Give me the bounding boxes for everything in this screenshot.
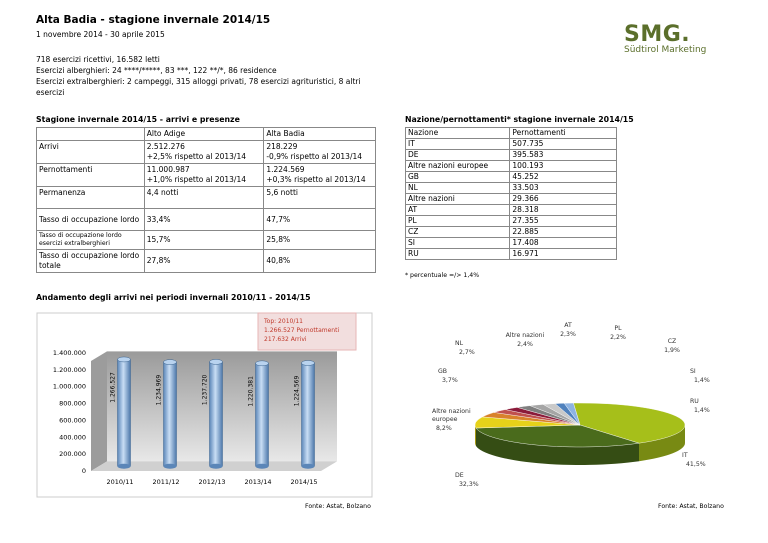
pie-chart-source: Fonte: Astat, Bolzano	[658, 503, 724, 510]
row-label: Arrivi	[37, 141, 145, 164]
table-row	[406, 172, 617, 183]
intro-text	[36, 54, 376, 98]
y-tick-label: 400.000	[59, 433, 86, 442]
pie-label-name: NL	[455, 340, 464, 347]
x-tick-label: 2010/11	[106, 478, 134, 486]
bar	[118, 359, 131, 466]
y-tick-label: 800.000	[59, 399, 86, 408]
pie-label-pct: 32,3%	[459, 481, 479, 488]
bar-top	[118, 357, 131, 362]
table-cell	[37, 128, 145, 141]
table-cell: 47,7%	[264, 209, 376, 231]
pie-label	[432, 408, 471, 432]
bar-top	[164, 360, 177, 365]
table-cell: AT	[406, 205, 510, 216]
page-title: Alta Badia - stagione invernale 2014/15	[36, 14, 271, 26]
table-cell: 29.366	[510, 194, 617, 205]
row-label: Tasso di occupazione lordo esercizi extralberghieri	[37, 231, 145, 250]
nation-footnote: * percentuale =/> 1,4%	[405, 272, 480, 279]
pie-label-pct: 3,7%	[442, 377, 458, 384]
table-cell: 28.318	[510, 205, 617, 216]
table-cell: 27.355	[510, 216, 617, 227]
table-cell: 507.735	[510, 139, 617, 150]
top-box-line: Top: 2010/11	[264, 318, 303, 325]
table-cell: 15,7%	[144, 231, 264, 250]
table-cell: Altre nazioni europee	[406, 161, 510, 172]
table-row	[406, 249, 617, 260]
table-cell: DE	[406, 150, 510, 161]
pie-label-pct: 2,2%	[610, 334, 626, 341]
nation-table	[405, 127, 617, 260]
y-tick-label: 200.000	[59, 450, 86, 459]
bar-chart-source: Fonte: Astat, Bolzano	[305, 503, 371, 510]
table-cell: 218.229 -0,9% rispetto al 2013/14	[264, 141, 376, 164]
chart-title: Andamento degli arrivi nei periodi invernali 2010/11 - 2014/15	[36, 293, 311, 302]
table-row	[37, 164, 376, 187]
row-label: Tasso di occupazione lordo	[37, 209, 145, 231]
table-cell: 16.971	[510, 249, 617, 260]
table-cell: GB	[406, 172, 510, 183]
bar	[256, 363, 269, 466]
pie-label	[455, 340, 475, 356]
pie-label	[664, 338, 680, 354]
table-header: Nazione	[406, 128, 510, 139]
table-row	[406, 139, 617, 150]
intro-line: Esercizi alberghieri: 24 ****/*****, 83 ***, 122 **/*, 86 residence	[36, 66, 277, 75]
chart-side-wall	[91, 351, 107, 471]
bar-value-label: 1.266.527	[109, 372, 117, 403]
pie-label	[455, 472, 479, 488]
row-label: Tasso di occupazione lordo totale	[37, 250, 145, 273]
table-cell: 4,4 notti	[144, 187, 264, 209]
table-cell: 33,4%	[144, 209, 264, 231]
pie-label-name: IT	[682, 452, 688, 459]
bar-base	[210, 464, 223, 469]
pie-label	[682, 452, 706, 468]
table-cell: 395.583	[510, 150, 617, 161]
pie-label-pct: 41,5%	[686, 461, 706, 468]
table-row	[406, 227, 617, 238]
pie-label-pct: 1,4%	[694, 377, 710, 384]
table-cell: 100.193	[510, 161, 617, 172]
pie-label-pct: 1,4%	[694, 407, 710, 414]
table-cell: PL	[406, 216, 510, 227]
x-tick-label: 2011/12	[152, 478, 180, 486]
pie-label-name: GB	[438, 368, 448, 375]
nations-pie-chart	[400, 305, 735, 510]
logo-name: SMG.	[624, 22, 691, 47]
table-header: Alto Adige	[144, 128, 264, 141]
x-tick-label: 2014/15	[290, 478, 318, 486]
table-cell: 11.000.987 +1,0% rispetto al 2013/14	[144, 164, 264, 187]
table-cell: 33.503	[510, 183, 617, 194]
bar-base	[256, 464, 269, 469]
table-cell: 40,8%	[264, 250, 376, 273]
arrivals-bar-chart	[36, 305, 386, 510]
table-cell: CZ	[406, 227, 510, 238]
bar	[302, 363, 315, 466]
pie-label	[690, 398, 710, 414]
bar	[210, 362, 223, 466]
table-row	[37, 209, 376, 231]
pie-label	[690, 368, 710, 384]
table-cell: 1.224.569 +0,3% rispetto al 2013/14	[264, 164, 376, 187]
bar-value-label: 1.234.969	[155, 374, 163, 406]
page-subtitle: 1 novembre 2014 - 30 aprile 2015	[36, 30, 165, 39]
bar-base	[302, 464, 315, 469]
y-tick-label: 0	[81, 467, 86, 475]
table-row	[406, 183, 617, 194]
table-cell: 25,8%	[264, 231, 376, 250]
pie-label-name: PL	[614, 325, 622, 332]
table-cell: NL	[406, 183, 510, 194]
intro-line: 718 esercizi ricettivi, 16.582 letti	[36, 55, 160, 64]
table-cell: 5,6 notti	[264, 187, 376, 209]
table-row	[37, 250, 376, 273]
table-row	[406, 128, 617, 139]
y-tick-label: 1.400.000	[52, 349, 86, 357]
bar	[164, 362, 177, 466]
y-tick-label: 600.000	[59, 416, 86, 425]
row-label: Permanenza	[37, 187, 145, 209]
pie-label	[506, 332, 545, 348]
bar-value-label: 1.220.381	[247, 376, 255, 407]
bar-top	[302, 360, 315, 365]
table-cell: RU	[406, 249, 510, 260]
bar-base	[164, 464, 177, 469]
season-table	[36, 127, 376, 273]
table-cell: 2.512.276 +2,5% rispetto al 2013/14	[144, 141, 264, 164]
bar-value-label: 1.237.720	[201, 374, 209, 406]
pie-label-pct: 2,7%	[459, 349, 475, 356]
pie-label-name: Altre nazioni	[432, 408, 471, 415]
smg-logo	[624, 22, 724, 55]
logo-tagline: Südtirol Marketing	[624, 45, 707, 55]
pie-label-pct: 2,4%	[517, 341, 533, 348]
y-tick-label: 1.200.000	[52, 365, 86, 374]
nation-table-title: Nazione/pernottamenti* stagione invernale 2014/15	[405, 115, 634, 124]
table-row	[37, 141, 376, 164]
table-header: Pernottamenti	[510, 128, 617, 139]
pie-label-name: europee	[432, 416, 458, 423]
table-row	[37, 231, 376, 250]
pie-label-pct: 2,3%	[560, 331, 576, 338]
table-row	[406, 194, 617, 205]
pie-label-name: DE	[455, 472, 464, 479]
table-cell: Altre nazioni	[406, 194, 510, 205]
table-row	[406, 238, 617, 249]
table-cell: 45.252	[510, 172, 617, 183]
bar-top	[256, 361, 269, 366]
table-cell: IT	[406, 139, 510, 150]
pie-label	[438, 368, 458, 384]
pie-label	[560, 322, 576, 338]
table-cell: 17.408	[510, 238, 617, 249]
top-box-line: 1.266.527 Pernottamenti	[264, 327, 340, 334]
x-tick-label: 2012/13	[198, 478, 226, 486]
y-tick-label: 1.000.000	[52, 382, 86, 391]
x-tick-label: 2013/14	[244, 478, 272, 486]
bar-top	[210, 359, 223, 364]
pie-label-pct: 1,9%	[664, 347, 680, 354]
table-cell: 22.885	[510, 227, 617, 238]
table-row	[37, 128, 376, 141]
table-row	[406, 150, 617, 161]
pie-label	[610, 325, 626, 341]
table-row	[37, 187, 376, 209]
bar-value-label: 1.224.569	[293, 375, 301, 407]
pie-label-name: RU	[690, 398, 699, 405]
pie-label-name: Altre nazioni	[505, 332, 545, 339]
pie-label-name: AT	[564, 322, 572, 329]
bar-base	[118, 464, 131, 469]
table-row	[406, 205, 617, 216]
table-cell: SI	[406, 238, 510, 249]
top-annotation	[258, 313, 356, 350]
table-row	[406, 161, 617, 172]
pie-label-name: SI	[690, 368, 696, 375]
table-cell: 27,8%	[144, 250, 264, 273]
row-label: Pernottamenti	[37, 164, 145, 187]
intro-line: Esercizi extralberghieri: 2 campeggi, 315 alloggi privati, 78 esercizi agrituristici, 8 altri esercizi	[36, 77, 361, 97]
table-row	[406, 216, 617, 227]
table-header: Alta Badia	[264, 128, 376, 141]
top-box-line: 217.632 Arrivi	[264, 336, 307, 343]
pie-label-pct: 8,2%	[436, 425, 452, 432]
pie-label-name: CZ	[667, 338, 677, 345]
season-table-title: Stagione invernale 2014/15 - arrivi e presenze	[36, 115, 240, 124]
